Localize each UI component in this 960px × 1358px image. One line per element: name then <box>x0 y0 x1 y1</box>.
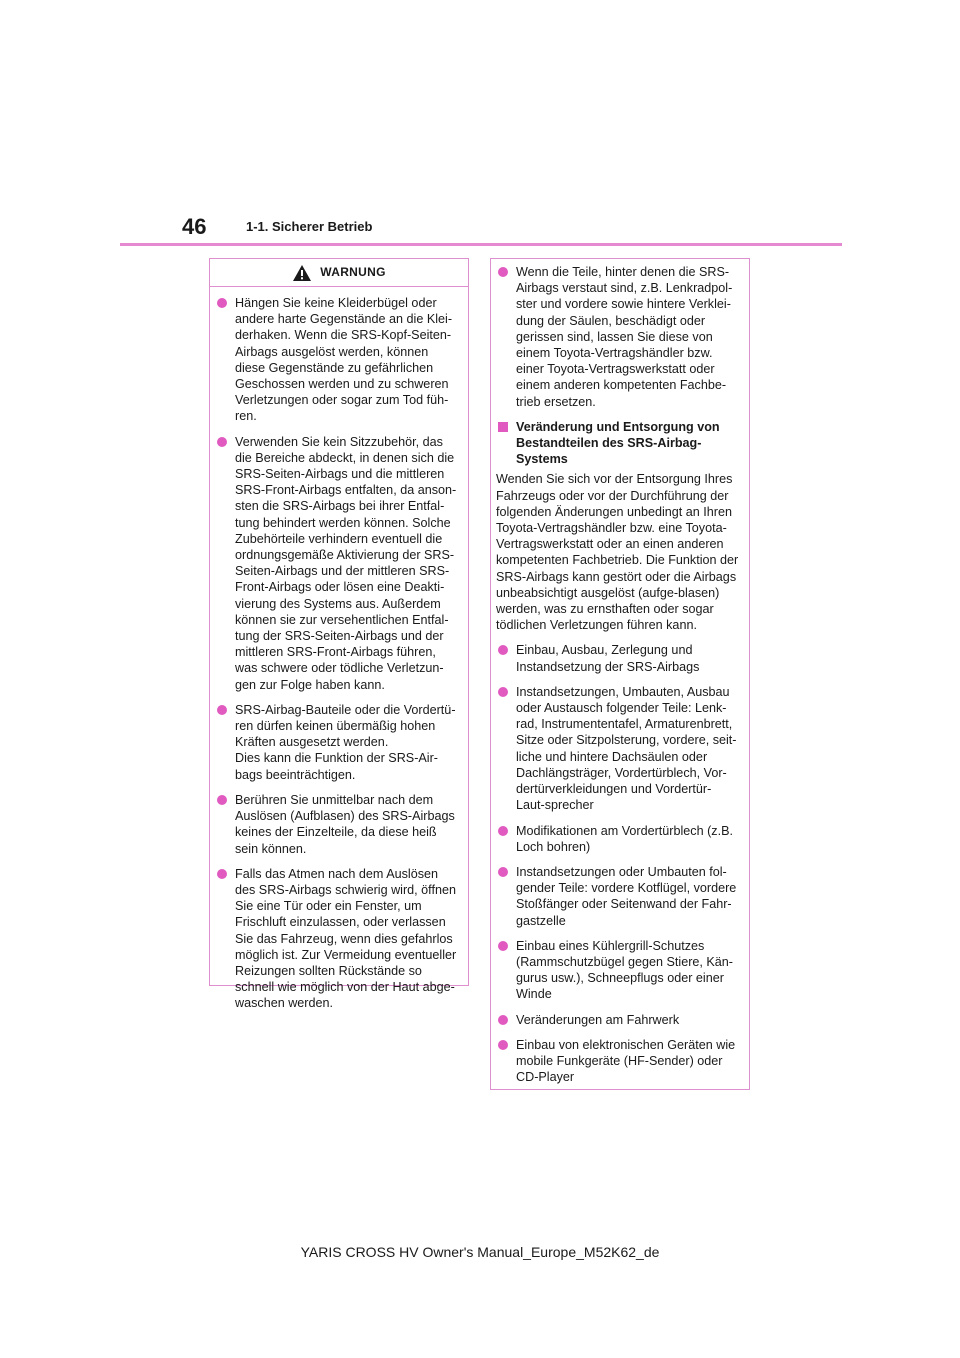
warning-item: Hängen Sie keine Kleiderbügel oder andere harte Gegenstände an die Klei-derhaken. Wenn die SRS-Kopf-Seiten-Airbags ausgelöst werden, können diese Gegenstände zu gefährlichen Geschossen werden und zu schweren Verletzungen oder sogar zum Tod füh-ren. <box>217 295 458 425</box>
subheading-text: Veränderung und Entsorgung von Bestandteilen des SRS-Airbag-Systems <box>516 419 720 467</box>
header-rule <box>120 243 842 246</box>
list-item: Einbau eines Kühlergrill-Schutzes (Rammschutzbügel gegen Stiere, Kän-gurus usw.), Schneepflugs oder einer Winde <box>498 938 739 1003</box>
section-title: 1-1. Sicherer Betrieb <box>246 219 373 234</box>
warning-header <box>210 259 468 287</box>
warning-item: Wenn die Teile, hinter denen die SRS-Airbags verstaut sind, z.B. Lenkradpol-ster und vordere sowie hintere Verklei-dung der Säulen, beschädigt oder gerissen sind, lassen Sie diese von einem Toyota-Vertragshändler bzw. einer Toyota-Vertragswerkstatt oder einem anderen kompetenten Fachbe-trieb ersetzen. <box>498 264 739 410</box>
list-item: Veränderungen am Fahrwerk <box>498 1012 739 1028</box>
footer-manual-id: YARIS CROSS HV Owner's Manual_Europe_M52K62_de <box>300 1244 660 1260</box>
warning-item: Falls das Atmen nach dem Auslösen des SRS-Airbags schwierig wird, öffnen Sie eine Tür oder ein Fenster, um Frischluft einzulassen, oder verlassen Sie das Fahrzeug, wenn dies gefahrlos möglich ist. Zur Vermeidung eventueller Reizungen sollten Rückstände so schnell wie möglich von der Haut abge-waschen werden. <box>217 866 458 1012</box>
list-item: Instandsetzungen, Umbauten, Ausbau oder Austausch folgender Teile: Lenk-rad, Instrumententafel, Armaturenbrett, Sitze oder Sitzpolsterung, vordere, seit-liche und hintere Dachsäulen oder Dachlängsträger, Vordertürblech, Vor-dertürverkleidungen und Vordertür-Laut-sprecher <box>498 684 739 814</box>
subheading <box>498 419 739 468</box>
warning-item: Verwenden Sie kein Sitzzubehör, das die Bereiche abdeckt, in denen sich die SRS-Seiten-Airbags und die mittleren SRS-Front-Airbags entfalten, da anson-sten die SRS-Airbags bei ihrer Entfal-tung behindert werden können. Solche Zubehörteile verhindern eventuell die ordnungsgemäße Aktivierung der SRS-Seiten-Airbags und der mittleren SRS-Front-Airbags oder lösen eine Deakti-vierung des Systems aus. Außerdem können sie zur versehentlichen Entfal-tung der SRS-Seiten-Airbags und der mittleren SRS-Front-Airbags führen, was schwere oder tödliche Verletzun-gen zur Folge haben kann. <box>217 434 458 693</box>
warning-item: Berühren Sie unmittelbar nach dem Auslösen (Aufblasen) des SRS-Airbags keines der Einzelteile, da diese heiß sein können. <box>217 792 458 857</box>
list-item: Instandsetzungen oder Umbauten fol-gender Teile: vordere Kotflügel, vordere Stoßfänger oder Seitenwand der Fahr-gastzelle <box>498 864 739 929</box>
list-item: Einbau, Ausbau, Zerlegung und Instandsetzung der SRS-Airbags <box>498 642 739 674</box>
body-paragraph: Wenden Sie sich vor der Entsorgung Ihres Fahrzeugs oder vor der Durchführung der folgenden Änderungen unbedingt an Ihren Toyota-Vertragshändler bzw. eine Toyota-Vertragswerkstatt oder an einen anderen kompetenten Fachbetrieb. Die Funktion der SRS-Airbags kann gestört oder die Airbags unbeabsichtigt ausgelöst (aufge-blasen) werden, was zu ernsthaften oder sogar tödlichen Verletzungen führen kann. <box>496 472 739 633</box>
list-item: Einbau von elektronischen Geräten wie mobile Funkgeräte (HF-Sender) oder CD-Player <box>498 1037 739 1086</box>
square-bullet-icon <box>498 422 508 432</box>
page-number: 46 <box>182 214 207 239</box>
warning-title: WARNUNG <box>320 265 386 280</box>
warning-triangle-icon <box>292 264 312 282</box>
warning-box <box>209 258 469 1011</box>
warning-item: SRS-Airbag-Bauteile oder die Vordertü-ren dürfen keinen übermäßig hohen Kräften ausgesetzt werden. Dies kann die Funktion der SRS-Air-bags beeinträchtigen. <box>217 702 458 783</box>
list-item: Modifikationen am Vordertürblech (z.B. Loch bohren) <box>498 823 739 855</box>
warning-box-continued <box>490 258 750 1090</box>
